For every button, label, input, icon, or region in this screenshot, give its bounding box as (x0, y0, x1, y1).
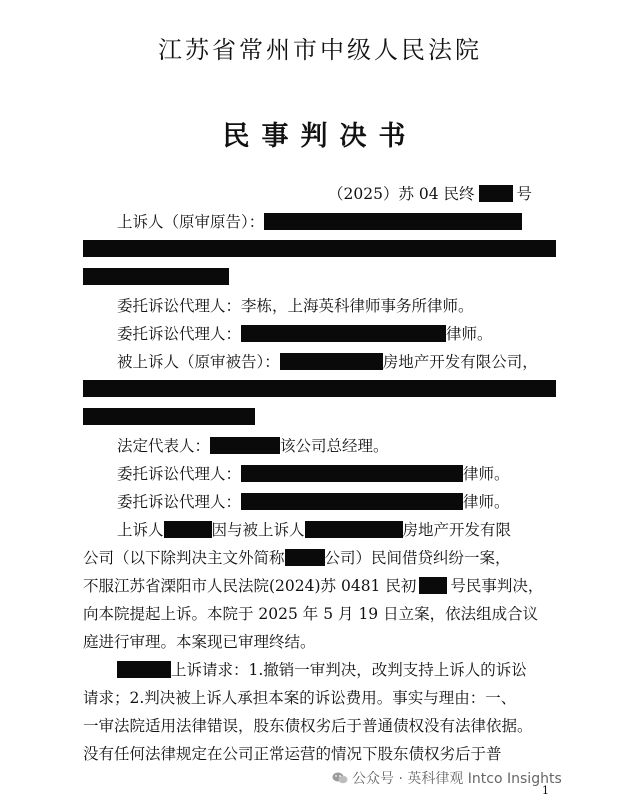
para-text: 号民事判决， (450, 577, 544, 595)
case-number-prefix: （2025）苏 04 民终 (328, 185, 475, 203)
para2-line-2: 请求；2.判决被上诉人承担本案的诉讼费用。事实与理由：一、 (83, 689, 517, 707)
agent-label: 委托诉讼代理人： (117, 325, 242, 343)
agent-line-4 (117, 492, 510, 512)
watermark (332, 768, 562, 788)
agent-suffix: 律师。 (463, 465, 510, 483)
court-name: 江苏省常州市中级人民法院 (158, 36, 482, 64)
redaction-block (117, 661, 171, 678)
agent-suffix: 律师。 (463, 493, 510, 511)
para1-line-1 (117, 520, 511, 540)
agent-suffix: 律师。 (446, 325, 493, 343)
para2-line-4: 没有任何法律规定在公司正常运营的情况下股东债权劣后于普 (83, 745, 502, 763)
appellee-suffix: 房地产开发有限公司， (382, 353, 538, 371)
page-number: 1 (542, 784, 549, 797)
appellee-label: 被上诉人（原审被告）： (117, 353, 280, 371)
para1-line-2 (83, 548, 511, 568)
agent-line-2 (117, 324, 493, 344)
redaction-block (479, 185, 513, 202)
redaction-block (164, 521, 212, 538)
para-text: 因与被上诉人 (211, 521, 305, 539)
case-number-suffix: 号 (516, 185, 533, 203)
redaction-block (305, 521, 403, 538)
para1-line-3 (83, 576, 543, 596)
watermark-text: 公众号 · 英科律观 Intco Insights (352, 771, 562, 787)
redaction-block (241, 465, 463, 482)
redaction-block (285, 549, 325, 566)
redaction-block (83, 240, 556, 257)
redaction-block (83, 380, 556, 397)
para1-line-4: 向本院提起上诉。本院于 2025 年 5 月 19 日立案，依法组成合议 (83, 605, 539, 623)
para1-line-5: 庭进行审理。本案现已审理终结。 (83, 633, 316, 651)
appellant-line (117, 212, 522, 232)
wechat-icon (332, 771, 348, 785)
para-text: 公司（以下除判决主文外简称 (83, 549, 285, 567)
para-text: 公司）民间借贷纠纷一案， (324, 549, 511, 567)
agent-label: 委托诉讼代理人： (117, 465, 242, 483)
appellant-label: 上诉人（原审原告）： (117, 213, 265, 231)
redaction-block (280, 353, 383, 370)
para-text: 上诉人 (117, 521, 164, 539)
legal-rep-line (117, 436, 389, 456)
redaction-block (264, 213, 522, 230)
para2-line-1 (117, 660, 527, 680)
legal-rep-label: 法定代表人： (117, 437, 211, 455)
redaction-block (241, 493, 463, 510)
para2-line-3: 一审法院适用法律错误，股东债权劣后于普通债权没有法律依据。 (83, 717, 533, 735)
redaction-block (210, 437, 280, 454)
redaction-block (419, 577, 447, 594)
appellee-line (117, 352, 538, 372)
case-number (328, 184, 532, 204)
agent-line-1: 委托诉讼代理人：李栋，上海英科律师事务所律师。 (117, 297, 474, 315)
agent-line-3 (117, 464, 510, 484)
agent-label: 委托诉讼代理人： (117, 493, 242, 511)
redaction-block (83, 268, 229, 285)
para-text: 上诉请求：1.撤销一审判决，改判支持上诉人的诉讼 (171, 661, 527, 679)
document-title: 民事判决书 (222, 121, 418, 152)
legal-rep-suffix: 该公司总经理。 (280, 437, 389, 455)
redaction-block (241, 325, 446, 342)
redaction-block (83, 408, 255, 425)
para-text: 不服江苏省溧阳市人民法院(2024)苏 0481 民初 (83, 577, 417, 595)
para-text: 房地产开发有限 (402, 521, 512, 539)
